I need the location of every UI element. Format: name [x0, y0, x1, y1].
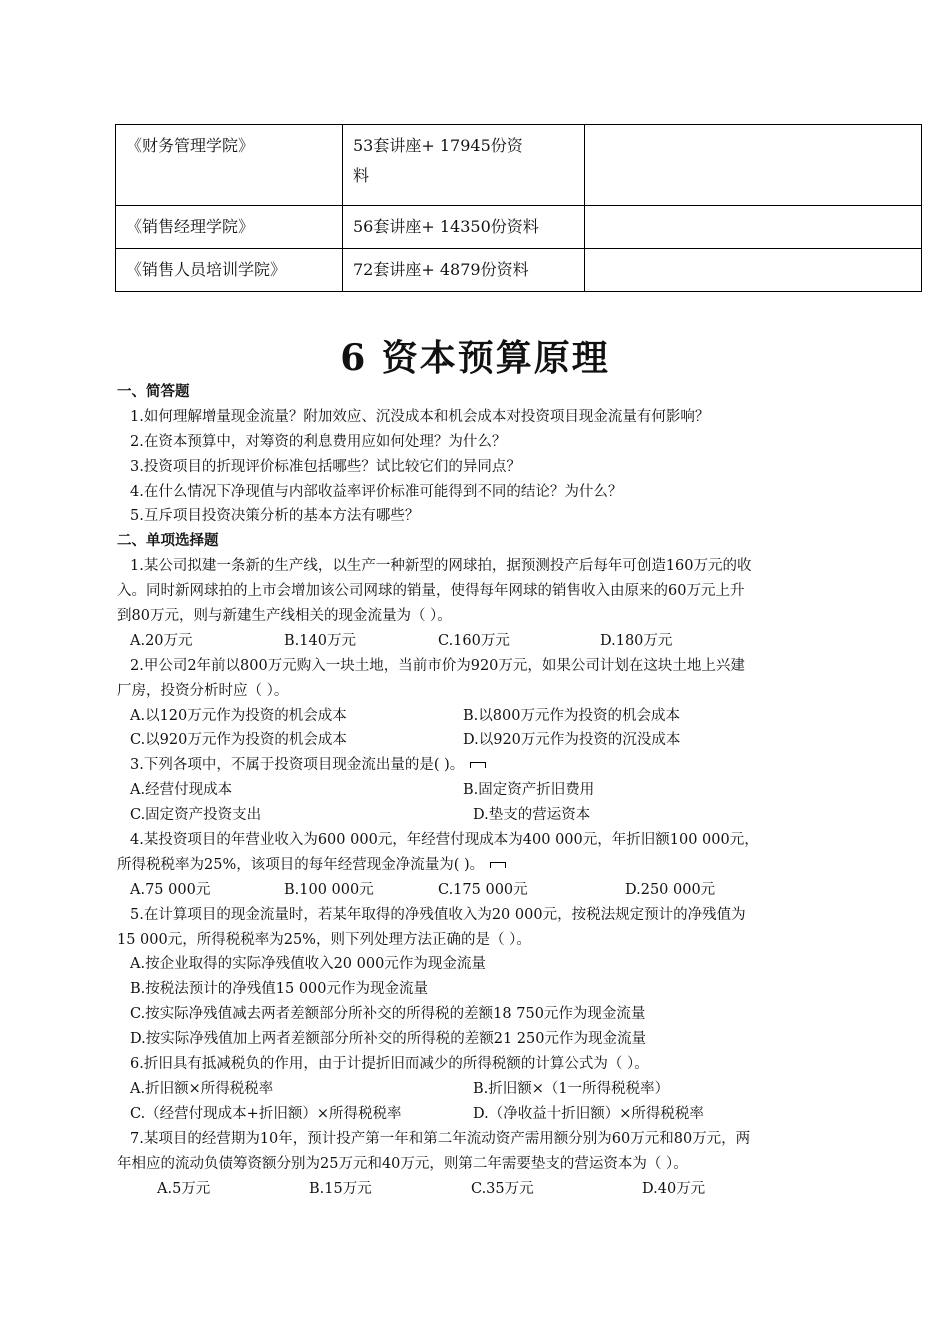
- option-c: C.35万元: [471, 1180, 534, 1197]
- option-row: [117, 778, 877, 803]
- table-cell-name: 《财务管理学院》: [116, 125, 343, 206]
- option-d: D.按实际净残值加上两者差额部分所补交的所得税的差额21 250元作为现金流量: [130, 1031, 646, 1048]
- question-line: 15 000元，所得税税率为25%，则下列处理方法正确的是（ ）。: [117, 931, 531, 948]
- question-line: 年相应的流动负债筹资额分别为25万元和40万元，则第二年需要垫支的营运资本为（ ）。: [117, 1155, 688, 1172]
- option-row: [117, 728, 877, 753]
- option-row: [117, 629, 877, 654]
- option-c: C.160万元: [438, 632, 510, 649]
- option-b: B.固定资产折旧费用: [463, 782, 595, 799]
- question-text: 3.下列各项中，不属于投资项目现金流出量的是( )。: [130, 757, 465, 774]
- option-row: [117, 1077, 877, 1102]
- edit-mark-icon: [470, 762, 486, 768]
- option-a: A.折旧额×所得税税率: [130, 1080, 274, 1097]
- option-a: A.按企业取得的实际净残值收入20 000元作为现金流量: [130, 956, 486, 973]
- table-row: [116, 206, 922, 249]
- option-c: C.按实际净残值减去两者差额部分所补交的所得税的差额18 750元作为现金流量: [130, 1006, 646, 1023]
- question-line: 6.折旧具有抵减税负的作用，由于计提折旧而减少的所得税额的计算公式为（ ）。: [130, 1056, 649, 1073]
- question-line: [117, 853, 877, 878]
- option-a: A.经营付现成本: [130, 782, 233, 799]
- question-line: 4.在什么情况下净现值与内部收益率评价标准可能得到不同的结论？为什么？: [130, 483, 623, 500]
- question-line: 2.甲公司2年前以800万元购入一块土地，当前市价为920万元，如果公司计划在这块土地上兴建: [130, 657, 745, 674]
- option-d: D.250 000元: [625, 881, 716, 898]
- option-d: D.180万元: [600, 632, 673, 649]
- cell-line: 53套讲座+ 17945份资: [353, 136, 523, 155]
- edit-mark-icon: [490, 862, 506, 868]
- option-c: C.（经营付现成本+折旧额）×所得税税率: [130, 1105, 402, 1122]
- option-d: D.（净收益十折旧额）×所得税税率: [473, 1105, 704, 1122]
- section-heading: 一、简答题: [117, 383, 190, 400]
- question-line: 5.在计算项目的现金流量时，若某年取得的净残值收入为20 000元，按税法规定预计的净残值为: [130, 906, 746, 923]
- question-line: 7.某项目的经营期为10年，预计投产第一年和第二年流动资产需用额分别为60万元和80万元，两: [130, 1130, 751, 1147]
- table-cell-content: 56套讲座+ 14350份资料: [343, 206, 585, 249]
- table-cell-name: 《销售经理学院》: [116, 206, 343, 249]
- course-table: [115, 124, 922, 292]
- option-row: [117, 803, 877, 828]
- table-cell-name: 《销售人员培训学院》: [116, 249, 343, 292]
- cell-line: 料: [353, 166, 370, 185]
- option-a: A.5万元: [157, 1180, 211, 1197]
- option-row: [117, 878, 877, 903]
- question-line: 厂房，投资分析时应（ ）。: [117, 682, 289, 699]
- option-a: A.以120万元作为投资的机会成本: [130, 707, 347, 724]
- table-cell-content: 72套讲座+ 4879份资料: [343, 249, 585, 292]
- question-line: 入。同时新网球拍的上市会增加该公司网球的销量，使得每年网球的销售收入由原来的60万元上升: [117, 583, 745, 600]
- table-row: [116, 249, 922, 292]
- option-c: C.固定资产投资支出: [130, 807, 262, 824]
- option-b: B.以800万元作为投资的机会成本: [463, 707, 680, 724]
- table-row: [116, 125, 922, 206]
- option-b: B.100 000元: [284, 881, 374, 898]
- option-row: [117, 1177, 877, 1202]
- option-c: C.以920万元作为投资的机会成本: [130, 732, 347, 749]
- table-cell-empty: [585, 206, 922, 249]
- question-line: 1.某公司拟建一条新的生产线，以生产一种新型的网球拍，据预测投产后每年可创造160万元的收: [130, 558, 752, 575]
- option-c: C.175 000元: [438, 881, 528, 898]
- question-line: 3.投资项目的折现评价标准包括哪些？试比较它们的异同点？: [130, 458, 521, 475]
- option-d: D.垫支的营运资本: [473, 807, 591, 824]
- question-text: 所得税税率为25%，该项目的每年经营现金净流量为( )。: [117, 856, 485, 873]
- option-a: A.75 000元: [130, 881, 211, 898]
- option-d: D.40万元: [642, 1180, 706, 1197]
- option-b: B.折旧额×（1一所得税税率）: [473, 1080, 670, 1097]
- table-cell-empty: [585, 125, 922, 206]
- chapter-title: 6 资本预算原理: [340, 337, 610, 379]
- question-line: 5.互斥项目投资决策分析的基本方法有哪些？: [130, 508, 420, 525]
- option-row: [117, 1102, 877, 1127]
- option-row: [117, 704, 877, 729]
- option-b: B.15万元: [309, 1180, 372, 1197]
- option-b: B.140万元: [284, 632, 356, 649]
- option-d: D.以920万元作为投资的沉没成本: [463, 732, 681, 749]
- section-heading: 二、单项选择题: [117, 532, 219, 550]
- exercise-content: [117, 380, 877, 1201]
- question-line: 4.某投资项目的年营业收入为600 000元，年经营付现成本为400 000元，年折旧额100 000元，: [130, 832, 759, 849]
- question-line: [117, 753, 877, 778]
- question-line: 2.在资本预算中，对筹资的利息费用应如何处理？为什么？: [130, 433, 507, 450]
- question-line: 1.如何理解增量现金流量？附加效应、沉没成本和机会成本对投资项目现金流量有何影响？: [130, 408, 710, 425]
- table-cell-content: [343, 125, 585, 206]
- option-b: B.按税法预计的净残值15 000元作为现金流量: [130, 981, 428, 998]
- option-a: A.20万元: [130, 632, 193, 649]
- question-line: 到80万元，则与新建生产线相关的现金流量为（ ）。: [117, 608, 452, 625]
- table-cell-empty: [585, 249, 922, 292]
